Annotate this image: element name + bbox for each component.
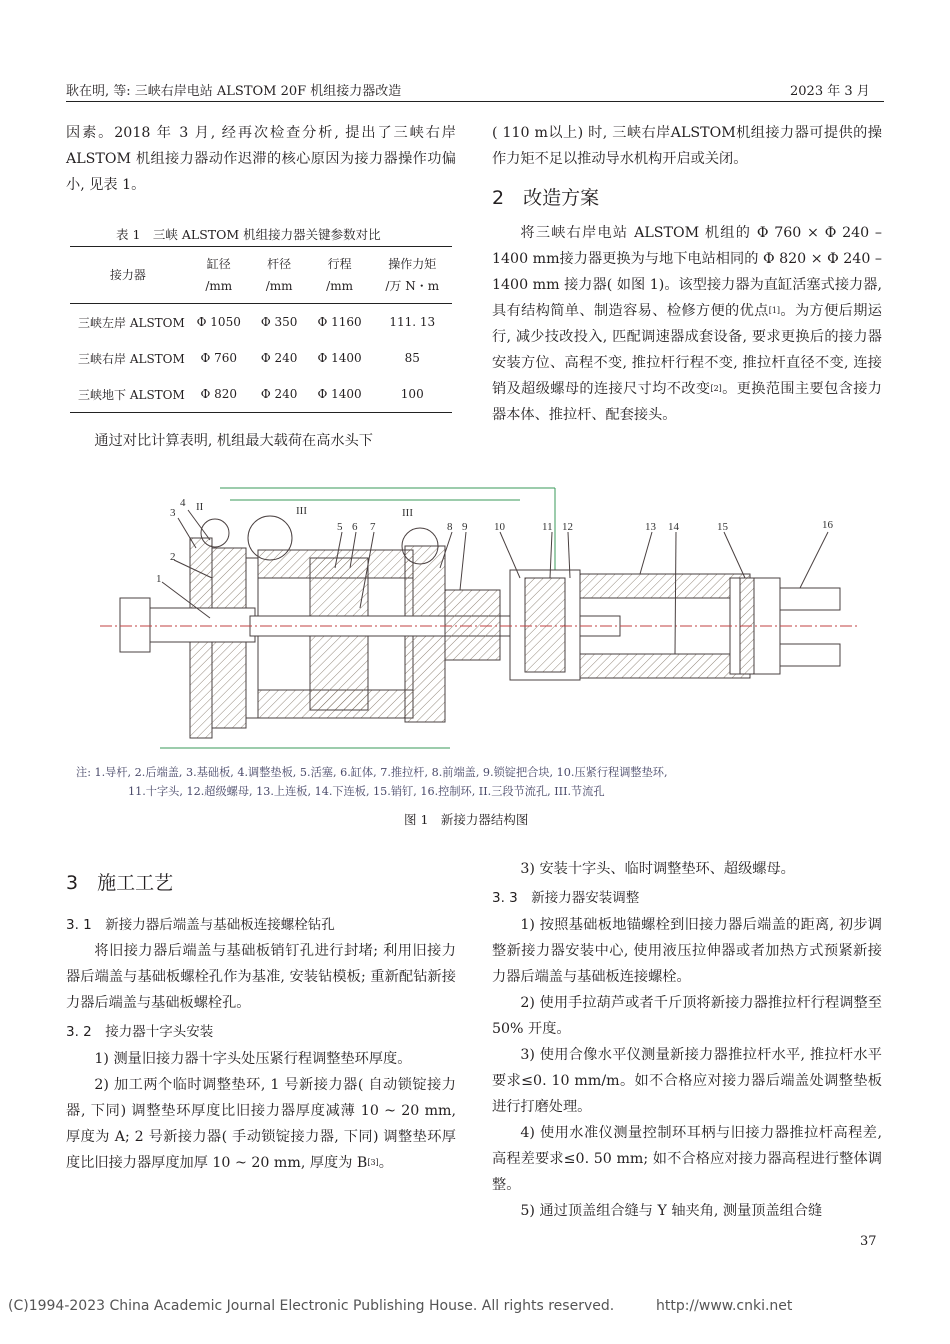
right-column-top: [492, 120, 882, 172]
paragraph: 1) 按照基础板地锚螺栓到旧接力器后端盖的距离, 初步调整新接力器安装中心, 使用液压拉伸器或者加热方式预紧新接力器后端盖与基础板连接螺栓。: [492, 917, 882, 985]
figure-label: 13: [645, 521, 656, 533]
figure-label: 15: [717, 521, 728, 533]
col-header: 操作力矩 /万 N・m: [385, 257, 440, 293]
table-cell: 三峡左岸 ALSTOM: [78, 315, 185, 330]
running-header-title: 耿在明, 等: 三峡右岸电站 ALSTOM 20F 机组接力器改造: [66, 84, 402, 99]
figure-label: 14: [668, 521, 679, 533]
figure-note: [76, 763, 886, 801]
figure-label: 5: [337, 521, 343, 533]
table-cell: Φ 1400: [317, 387, 362, 401]
paragraph: 通过对比计算表明, 机组最大载荷在高水头下: [94, 433, 373, 449]
figure-label: 10: [494, 521, 505, 533]
paragraph: 将旧接力器后端盖与基础板销钉孔进行封堵; 利用旧接力器后端盖与基础板螺栓孔作为基准, 安装钻模板; 重新配钻新接力器后端盖与基础板螺栓孔。: [66, 943, 456, 1011]
table-caption: 表 1 三峡 ALSTOM 机组接力器关键参数对比: [116, 227, 381, 242]
figure-note-line: 11.十字头, 12.超级螺母, 13.上连板, 14.下连板, 15.销钉, 16.控制环, II.三段节流孔, III.节流孔: [128, 785, 605, 798]
table-cell: 100: [400, 387, 424, 401]
figure-label: 9: [462, 521, 468, 533]
col-header: 缸径 /mm: [205, 257, 233, 293]
actuator-structure-figure: [100, 478, 860, 758]
subsection-3-3-title: 3. 3 新接力器安装调整: [492, 890, 640, 906]
paragraph: 3) 安装十字头、临时调整垫环、超级螺母。: [520, 861, 795, 877]
paragraph: 4) 使用水准仪测量控制环耳柄与旧接力器推拉杆高程差, 高程差要求≤0. 50 mm; 如不合格应对接力器高程进行整体调整。: [492, 1125, 882, 1193]
table-cell: Φ 1050: [196, 315, 241, 329]
figure-label: 12: [562, 521, 573, 533]
right-column-section2: [492, 220, 882, 428]
paragraph: 3) 使用合像水平仪测量新接力器推拉杆水平, 推拉杆水平要求≤0. 10 mm/m。如不合格应对接力器后端盖处调整垫板进行打磨处理。: [492, 1047, 882, 1115]
table-cell: 三峡地下 ALSTOM: [78, 387, 185, 402]
paragraph: 因素。2018 年 3 月, 经再次检查分析, 提出了三峡右岸 ALSTOM 机组接力器动作迟滞的核心原因为接力器操作功偏小, 见表 1。: [66, 125, 456, 193]
figure-label: 8: [447, 521, 453, 533]
table-cell: Φ 240: [260, 351, 298, 365]
figure-note-line: 注: 1.导杆, 2.后端盖, 3.基础板, 4.调整垫板, 5.活塞, 6.缸体, 7.推拉杆, 8.前端盖, 9.锁锭把合块, 10.压紧行程调整垫环,: [76, 766, 668, 779]
table-cell: Φ 240: [260, 387, 298, 401]
citation[interactable]: [2]: [710, 384, 722, 393]
col-header: 接力器: [109, 268, 146, 282]
table-header-row: [70, 247, 452, 304]
cnki-url[interactable]: http://www.cnki.net: [656, 1298, 793, 1314]
figure-label: III: [402, 507, 413, 519]
subsection-3-2-title: 3. 2 接力器十字头安装: [66, 1024, 214, 1040]
page-number: 37: [860, 1234, 877, 1249]
table-cell: Φ 1400: [317, 351, 362, 365]
figure-label: III: [296, 505, 307, 517]
subsection-3-1-title: 3. 1 新接力器后端盖与基础板连接螺栓钻孔: [66, 917, 335, 933]
paragraph: 2) 使用手拉葫芦或者千斤顶将新接力器推拉杆行程调整至 50% 开度。: [492, 995, 882, 1037]
table-row: [70, 376, 452, 413]
figure-label: 16: [822, 519, 833, 531]
left-column-bottom: [66, 428, 456, 454]
figure-label: 11: [542, 521, 553, 533]
table-cell: Φ 820: [200, 387, 238, 401]
table-cell: 三峡右岸 ALSTOM: [78, 351, 185, 366]
figure-caption: 图 1 新接力器结构图: [404, 812, 529, 827]
paragraph: 2) 加工两个临时调整垫环, 1 号新接力器( 自动锁锭接力器, 下同) 调整垫环厚度比旧接力器厚度减薄 10 ~ 20 mm, 厚度为 A; 2 号新接力器( 手动锁锭接力器, 下同) 调整垫环厚度比旧接力器厚度加厚 10 ~ 20 mm, 厚度为 B[3]。: [66, 1077, 456, 1171]
table-row: [70, 340, 452, 376]
table-cell: Φ 1160: [317, 315, 362, 329]
paragraph: ( 110 m以上) 时, 三峡右岸ALSTOM机组接力器可提供的操作力矩不足以推动导水机构开启或关闭。: [492, 125, 882, 167]
paragraph: 5) 通过顶盖组合缝与 Y 轴夹角, 测量顶盖组合缝: [520, 1203, 823, 1219]
parameter-table: [70, 246, 452, 413]
table-cell: Φ 350: [260, 315, 298, 329]
section-2-title: 2 改造方案: [492, 187, 600, 209]
section-3-3-body: [492, 912, 882, 1224]
copyright-notice: (C)1994-2023 China Academic Journal Electronic Publishing House. All rights reserved.: [8, 1298, 615, 1314]
col-header: 杆径 /mm: [265, 257, 293, 293]
header-rule: [66, 101, 884, 102]
table-cell: Φ 760: [200, 351, 238, 365]
section-3-title: 3 施工工艺: [66, 872, 174, 894]
figure-label: 4: [180, 497, 186, 509]
figure-label: 3: [170, 507, 176, 519]
citation[interactable]: [3]: [367, 1158, 379, 1167]
citation[interactable]: [1]: [768, 306, 781, 315]
figure-label: 1: [156, 573, 162, 585]
table-cell: 111. 13: [389, 315, 436, 329]
section-3-1-body: [66, 938, 456, 1016]
figure-label: 6: [352, 521, 358, 533]
table-row: [70, 304, 452, 341]
col-header: 行程 /mm: [326, 257, 353, 293]
section-3-2-continued: [492, 856, 882, 882]
figure-label: 7: [370, 521, 376, 533]
paragraph: 将三峡右岸电站 ALSTOM 机组的 Φ 760 × Φ 240 – 1400 mm接力器更换为与地下电站相同的 Φ 820 × Φ 240 – 1400 mm 接力器( 如图 1)。该型接力器为直缸活塞式接力器, 具有结构简单、制造容易、检修方便的优点[1]。为方便后期运行, 减少技改投入, 匹配调速器成套设备, 要求更换后的接力器安装方位、高程不变, 推拉杆行程不变, 推拉杆直径不变, 连接销及超级螺母的连接尺寸均不改变[2]。更换范围主要包含接力器本体、推拉杆、配套接头。: [492, 225, 882, 423]
table-cell: 85: [404, 351, 420, 365]
section-3-2-body: [66, 1046, 456, 1176]
running-header-date: 2023 年 3 月: [790, 84, 870, 99]
paragraph: 1) 测量旧接力器十字头处压紧行程调整垫环厚度。: [94, 1051, 412, 1067]
figure-label: II: [196, 501, 204, 513]
figure-label: 2: [170, 551, 176, 563]
left-column-top: [66, 120, 456, 198]
